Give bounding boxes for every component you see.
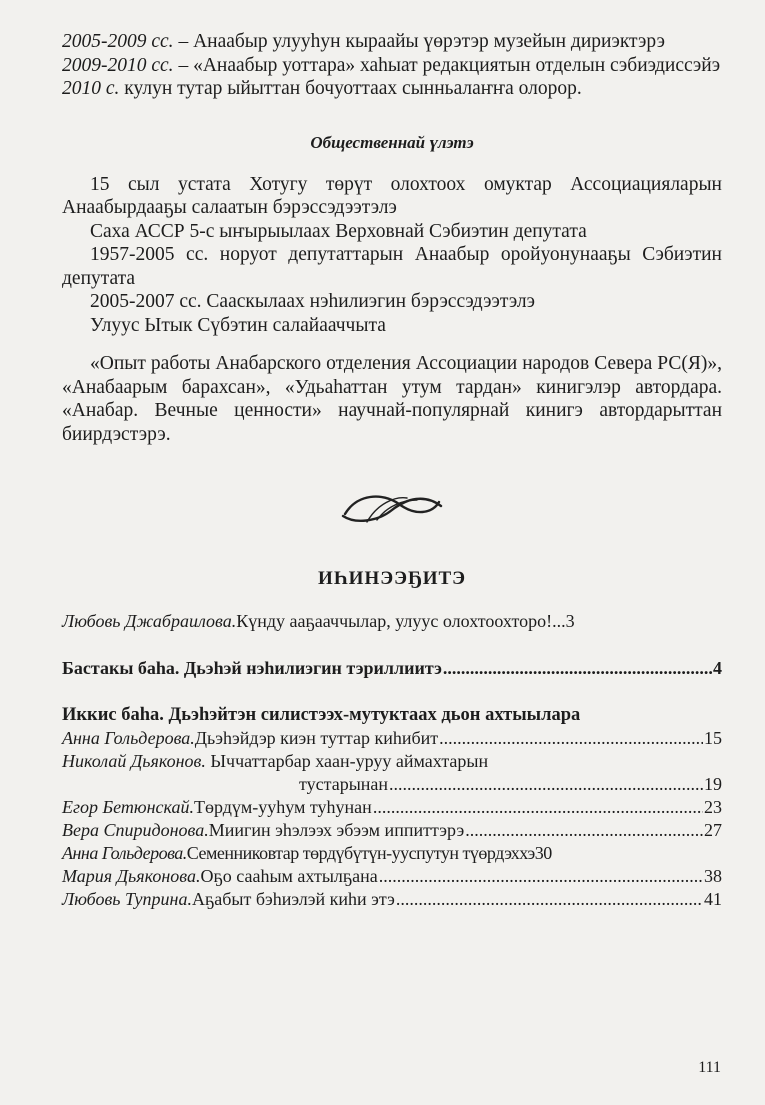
toc-author: Анна Гольдерова.: [62, 728, 195, 748]
page-number: 111: [698, 1059, 721, 1076]
flourish-ornament: [337, 484, 447, 532]
toc-author: Егор Бетюнскай.: [62, 797, 194, 817]
toc-author: Любовь Туприна.: [62, 889, 192, 909]
page-content: [62, 30, 722, 911]
toc-intro-entry: [62, 610, 722, 633]
toc-title: ИҺИНЭЭҔИТЭ: [317, 568, 467, 589]
public-work-line: Саха АССР 5-с ыҥырыылаах Верховнай Сэбиэтин депутата: [90, 220, 587, 242]
toc-entry-continuation: [62, 773, 722, 796]
bio-year: 2009-2010 сс.: [62, 54, 174, 76]
toc-entry-title-cont: тустарынан: [299, 774, 389, 794]
toc-page: 15: [704, 728, 722, 748]
public-work-line: 2005-2007 сс. Сааскылаах нэһилиэгин бэрэссэдээтэлэ: [90, 291, 535, 312]
toc-entry-title: Миигин эһэлээх эбээм иппиттэрэ: [208, 820, 465, 840]
toc-author: Любовь Джабраилова.: [62, 611, 237, 631]
toc-author: Анна Гольдерова.: [62, 843, 187, 863]
books-paragraph: «Опыт работы Анабарского отделения Ассоциации народов Севера РС(Я)», «Анабаарым барахсан», «Удьаһаттан утум тардан» кинигэлэр автордара. «Анабар. Вечные ценности» научнай-популярнай кинигэ автордарыттан биирдэстэрэ.: [62, 353, 722, 445]
toc-page: 41: [704, 889, 722, 909]
public-work-line: 1957-2005 сс. норуот депутаттарын Анаабыр оройуонунааҕы Сэбиэтин депутата: [62, 244, 722, 289]
toc-page: 27: [704, 820, 722, 840]
toc-page: 23: [704, 797, 722, 817]
section-heading: Общественнай үлэтэ: [310, 132, 474, 152]
toc-entry-title: Оҕо сааһым ахтылҕана: [200, 866, 378, 886]
bio-entry: [62, 30, 722, 54]
toc-entry-title: Семенниковтар төрдүбүтүн-ууспутун түөрдэххэ: [186, 843, 535, 863]
toc-entry-title: Төрдүм-ууһум туһунан: [193, 797, 372, 817]
bio-entry: [62, 54, 722, 78]
toc-author: Вера Спиридонова.: [62, 820, 209, 840]
bio-text: кулун тутар ыйыттан бочуоттаах сынньалаҥҥа олорор.: [119, 78, 582, 99]
public-work-line: 15 сыл устата Хотугу төрүт олохтоох омуктар Ассоциацияларын Анаабырдааҕы салаатын бэрэссэдээтэлэ: [62, 173, 722, 218]
toc-page: ...3: [552, 611, 575, 631]
bio-year: 2005-2009 сс.: [62, 31, 174, 52]
toc-entry: [62, 865, 722, 888]
toc-entry-title: Күнду аaҕааччылар, улуус олохтоохторо!: [236, 611, 553, 631]
toc-page: 38: [704, 866, 722, 886]
toc-entry: [62, 888, 722, 911]
toc-page: 30: [534, 843, 552, 863]
toc-entry: [62, 750, 722, 773]
toc-entry: [62, 819, 722, 842]
toc-part-entry: [62, 657, 722, 680]
toc-entry: [62, 796, 722, 819]
bio-text: – Анаабыр улууһун кыраайы үөрэтэр музейын дириэктэрэ: [173, 31, 666, 52]
bio-text: – «Анаабыр уоттара» хаһыат редакциятын отделын сэбиэдиссэйэ: [173, 54, 721, 76]
toc-page: 19: [704, 774, 722, 794]
bio-year: 2010 с.: [62, 78, 120, 99]
toc-author: Мария Дьяконова.: [62, 866, 201, 886]
toc-entry: [62, 842, 722, 865]
toc-page: 4: [713, 658, 722, 678]
bio-entry: [62, 77, 722, 101]
public-work-line: Улуус Ытык Сүбэтин салайааччыта: [90, 314, 386, 336]
toc-entry-title: Аҕабыт бэһиэлэй киһи этэ: [191, 889, 395, 909]
toc-entry-title: Дьэһэйдэр киэн туттар киһибит: [194, 728, 439, 748]
toc-author: Николай Дьяконов.: [62, 751, 206, 771]
toc-part-heading: Иккис баһа. Дьэһэйтэн силистээх-мутуктаах дьон ахтыылара: [62, 705, 581, 725]
toc-entry-title: Ыччаттарбар хаан-уруу аймахтарын: [205, 751, 489, 771]
toc-entry: [62, 727, 722, 750]
toc-part-title: Бастакы баһа. Дьэһэй нэһилиэгин тэриллиитэ: [62, 658, 442, 678]
